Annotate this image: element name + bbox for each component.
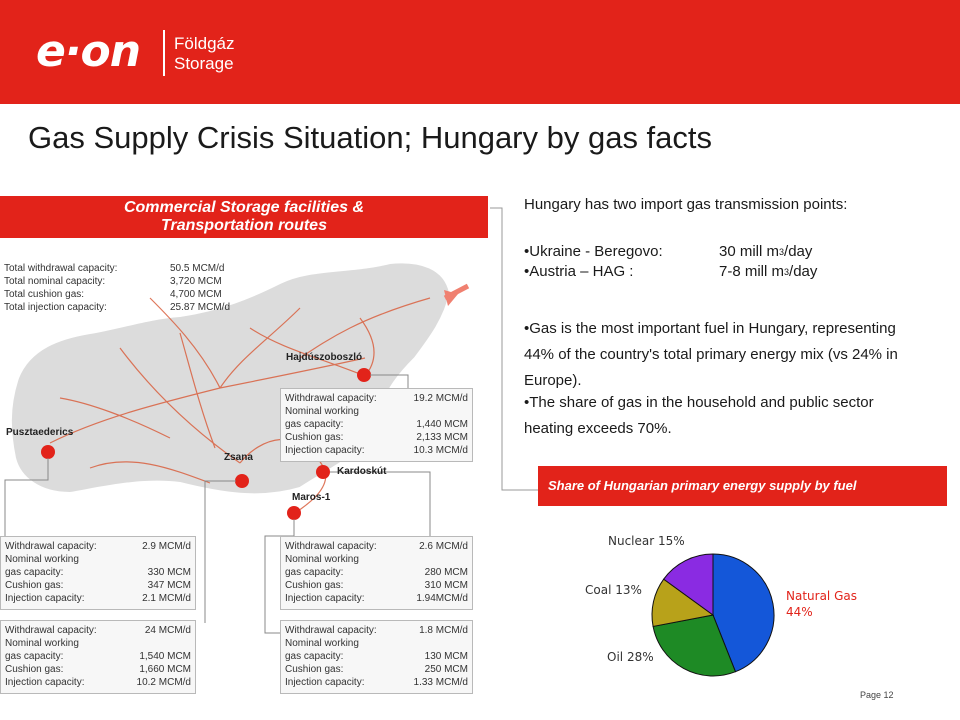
info-value: 1,440 MCM xyxy=(416,419,468,430)
pie-label-name: Oil xyxy=(607,650,624,664)
info-box-kardos xyxy=(280,536,473,610)
pie-label-value: 15% xyxy=(658,534,685,548)
info-row xyxy=(285,637,468,650)
info-value: 24 MCM/d xyxy=(144,625,191,636)
info-value: 1,660 MCM xyxy=(139,664,191,675)
info-value: 280 MCM xyxy=(424,567,468,578)
import-list xyxy=(524,242,817,282)
share-heading: Share of Hungarian primary energy supply by fuel xyxy=(538,466,947,506)
info-value: 130 MCM xyxy=(424,651,468,662)
marker-hajdu xyxy=(357,368,371,382)
totals-table xyxy=(4,262,230,314)
info-value: 347 MCM xyxy=(147,580,191,591)
info-row xyxy=(285,392,468,405)
info-row xyxy=(5,624,191,637)
info-row xyxy=(285,624,468,637)
site-label-puszta: Pusztaederics xyxy=(6,427,74,438)
totals-label: Total cushion gas: xyxy=(4,289,85,300)
info-label: Cushion gas: xyxy=(285,580,344,591)
info-row xyxy=(5,663,191,676)
marker-kardos xyxy=(316,465,330,479)
import-intro: Hungary has two import gas transmission points: xyxy=(524,196,848,213)
info-label: Nominal working xyxy=(285,406,359,417)
info-label: Injection capacity: xyxy=(285,445,365,456)
eon-logo: e·on xyxy=(36,26,141,77)
import-name: •Austria – HAG : xyxy=(524,263,634,280)
info-value: 2.1 MCM/d xyxy=(142,593,191,604)
site-label-kardos: Kardoskút xyxy=(337,466,387,477)
totals-row xyxy=(4,288,230,301)
page-number: Page 12 xyxy=(860,690,894,700)
info-label: gas capacity: xyxy=(285,567,344,578)
totals-value: 25.87 MCM/d xyxy=(170,302,231,313)
info-row xyxy=(285,444,468,457)
info-label: Withdrawal capacity: xyxy=(285,541,377,552)
info-row xyxy=(5,540,191,553)
storage-heading-line2: Transportation routes xyxy=(161,217,327,234)
import-name: •Ukraine - Beregovo: xyxy=(524,243,663,260)
totals-value: 50.5 MCM/d xyxy=(170,263,225,274)
info-row xyxy=(285,431,468,444)
info-row xyxy=(285,579,468,592)
logo-subtitle xyxy=(174,34,234,74)
fact-bullet-2: •The share of gas in the household and public sector heating exceeds 70%. xyxy=(524,394,874,437)
info-label: Withdrawal capacity: xyxy=(5,541,97,552)
info-value: 19.2 MCM/d xyxy=(413,393,468,404)
info-row xyxy=(285,650,468,663)
info-box-zsana xyxy=(0,620,196,694)
info-row xyxy=(285,592,468,605)
info-row xyxy=(285,676,468,689)
totals-row xyxy=(4,301,230,314)
info-label: Injection capacity: xyxy=(5,677,85,688)
info-value: 2.9 MCM/d xyxy=(142,541,191,552)
info-row xyxy=(5,676,191,689)
info-row xyxy=(5,592,191,605)
info-value: 310 MCM xyxy=(424,580,468,591)
info-label: gas capacity: xyxy=(285,651,344,662)
site-label-hajdu: Hajdúszoboszló xyxy=(286,352,363,363)
header-bar xyxy=(0,0,960,104)
logo-sub-line1: Földgáz xyxy=(174,34,235,53)
page-title: Gas Supply Crisis Situation; Hungary by gas facts xyxy=(28,120,713,155)
info-value: 2,133 MCM xyxy=(416,432,468,443)
storage-heading xyxy=(0,196,488,238)
storage-heading-line1: Commercial Storage facilities & xyxy=(123,199,365,216)
info-row xyxy=(285,405,468,418)
import-row xyxy=(524,242,817,262)
info-value: 10.3 MCM/d xyxy=(413,445,468,456)
import-sup: 3 xyxy=(784,267,790,277)
info-value: 10.2 MCM/d xyxy=(136,677,191,688)
info-row xyxy=(5,637,191,650)
info-box-maros xyxy=(280,620,473,694)
import-unit: /day xyxy=(789,263,818,280)
info-label: Cushion gas: xyxy=(5,580,64,591)
info-label: Withdrawal capacity: xyxy=(5,625,97,636)
info-value: 1.33 MCM/d xyxy=(413,677,468,688)
info-label: Cushion gas: xyxy=(285,664,344,675)
info-label: Cushion gas: xyxy=(285,432,344,443)
info-value: 250 MCM xyxy=(424,664,468,675)
info-box-puszta xyxy=(0,536,196,610)
info-label: Injection capacity: xyxy=(285,677,365,688)
info-row xyxy=(5,650,191,663)
info-row xyxy=(285,540,468,553)
pie-label-oil xyxy=(607,650,654,664)
pie-label-nuclear xyxy=(608,534,685,548)
info-row xyxy=(285,553,468,566)
info-label: gas capacity: xyxy=(285,419,344,430)
pie-label-coal xyxy=(585,583,642,597)
info-label: Injection capacity: xyxy=(5,593,85,604)
pie-label-name: Nuclear xyxy=(608,534,655,548)
logo-divider xyxy=(163,30,165,76)
import-value: 7-8 mill m xyxy=(719,263,785,280)
pie-label-gas xyxy=(786,588,857,620)
info-box-hajdu xyxy=(280,388,473,462)
info-label: Nominal working xyxy=(285,554,359,565)
info-label: Nominal working xyxy=(285,638,359,649)
info-row xyxy=(285,663,468,676)
info-label: Nominal working xyxy=(5,638,79,649)
info-label: Nominal working xyxy=(5,554,79,565)
pie-label-name: Natural Gas xyxy=(786,589,857,603)
info-label: Injection capacity: xyxy=(285,593,365,604)
energy-pie-chart xyxy=(648,550,778,680)
info-value: 1,540 MCM xyxy=(139,651,191,662)
info-row xyxy=(5,579,191,592)
totals-label: Total nominal capacity: xyxy=(4,276,106,287)
logo-sub-line2: Storage xyxy=(174,54,234,73)
marker-zsana xyxy=(235,474,249,488)
totals-row xyxy=(4,275,230,288)
info-row xyxy=(5,566,191,579)
info-label: Cushion gas: xyxy=(5,664,64,675)
pie-label-name: Coal xyxy=(585,583,612,597)
totals-value: 3,720 MCM xyxy=(170,276,222,287)
fact-bullet-1: •Gas is the most important fuel in Hungary, representing 44% of the country's total primary energy mix (vs 24% in Europe). xyxy=(524,320,898,389)
info-value: 1.8 MCM/d xyxy=(419,625,468,636)
info-label: gas capacity: xyxy=(5,567,64,578)
totals-value: 4,700 MCM xyxy=(170,289,222,300)
info-row xyxy=(5,553,191,566)
import-value: 30 mill m xyxy=(719,243,780,260)
totals-row xyxy=(4,262,230,275)
totals-label: Total withdrawal capacity: xyxy=(4,263,118,274)
site-label-maros: Maros-1 xyxy=(292,492,331,503)
pie-label-value: 13% xyxy=(615,583,642,597)
site-label-zsana: Zsana xyxy=(224,452,253,463)
info-label: gas capacity: xyxy=(5,651,64,662)
info-value: 1.94MCM/d xyxy=(416,593,468,604)
marker-puszta xyxy=(41,445,55,459)
import-row xyxy=(524,262,817,282)
pie-label-value: 28% xyxy=(626,650,654,664)
marker-maros xyxy=(287,506,301,520)
info-value: 2.6 MCM/d xyxy=(419,541,468,552)
import-sup: 3 xyxy=(779,247,785,257)
info-row xyxy=(285,418,468,431)
pie-label-value: 44% xyxy=(786,605,813,619)
info-label: Withdrawal capacity: xyxy=(285,625,377,636)
info-value: 330 MCM xyxy=(147,567,191,578)
totals-label: Total injection capacity: xyxy=(4,302,107,313)
info-label: Withdrawal capacity: xyxy=(285,393,377,404)
info-row xyxy=(285,566,468,579)
import-unit: /day xyxy=(784,243,813,260)
